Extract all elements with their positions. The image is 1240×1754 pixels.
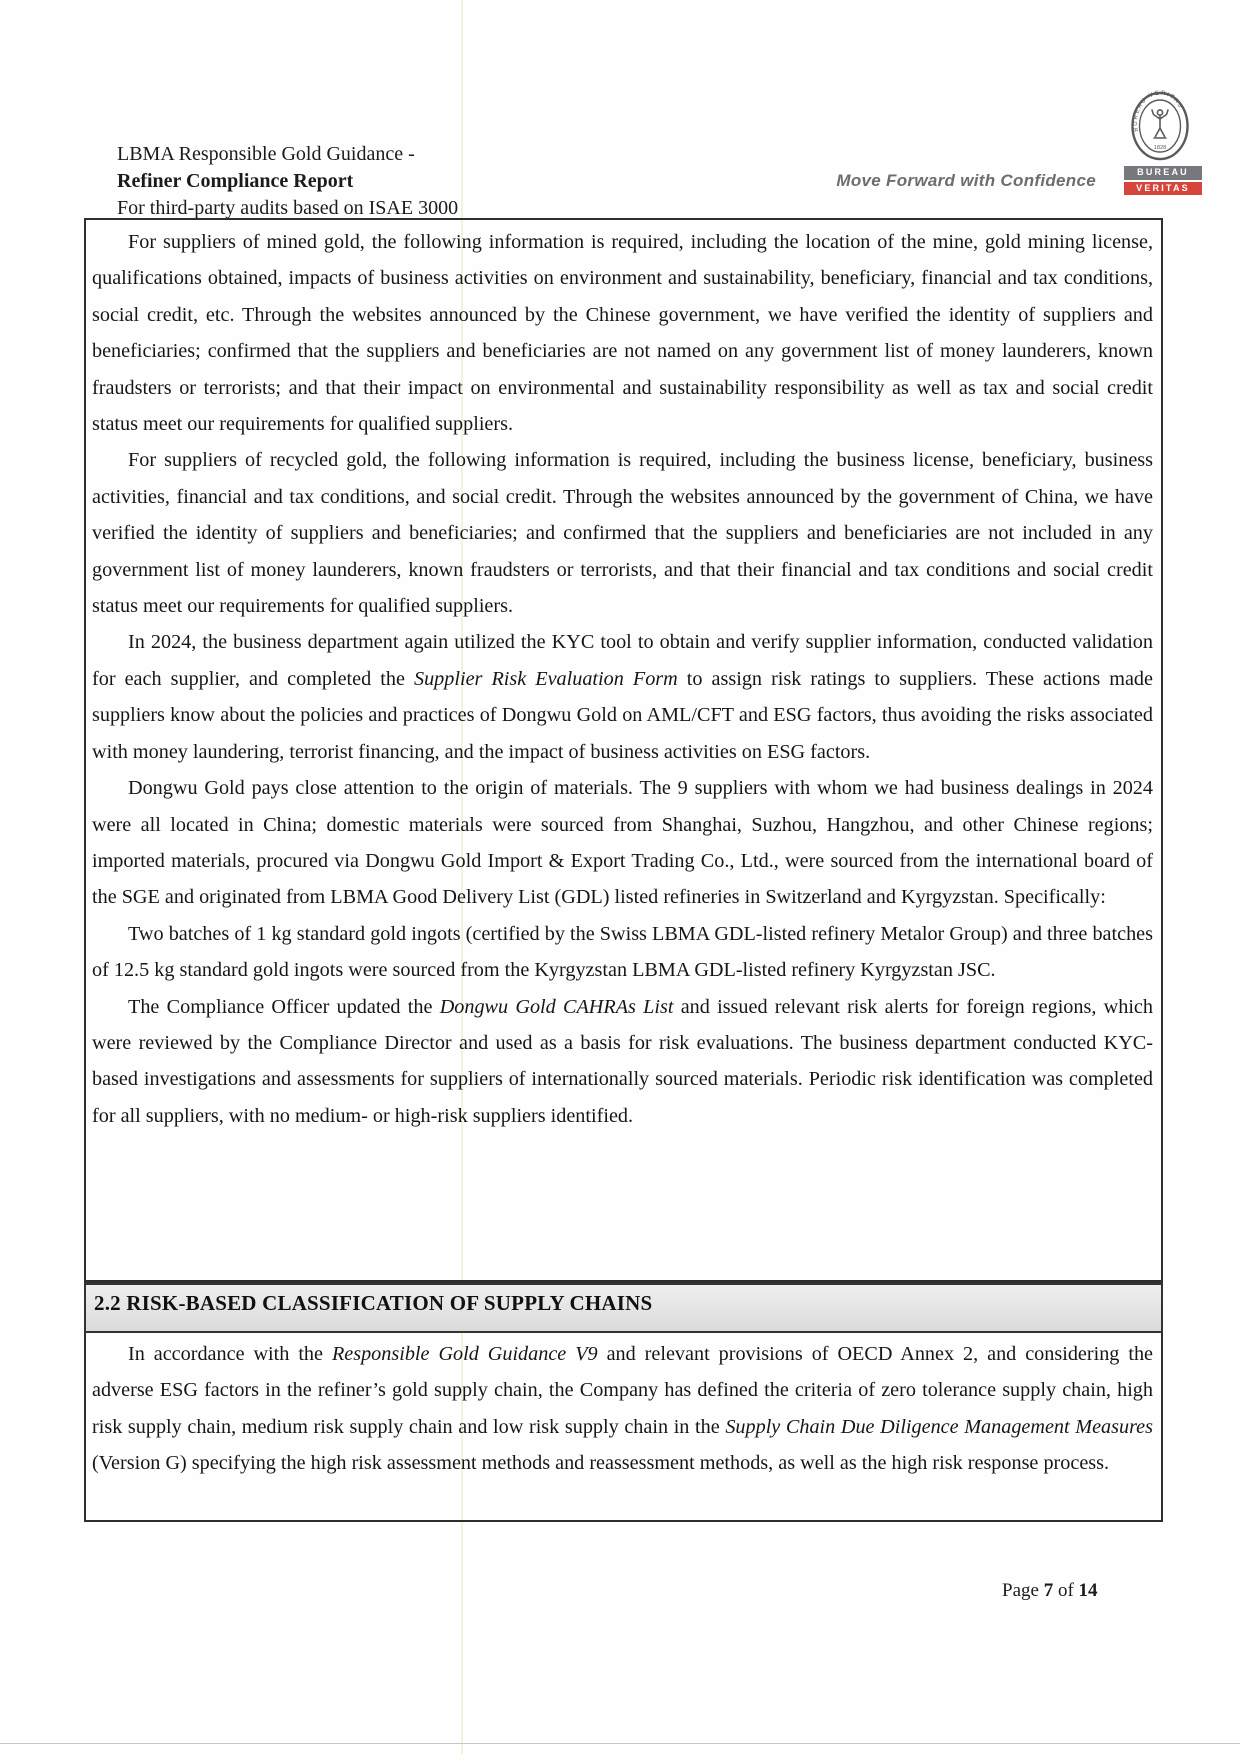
main-text-box [84,218,1163,1282]
report-header [117,141,458,222]
emblem-year: 1828 [1153,145,1167,151]
paragraph: In accordance with the Responsible Gold Guidance V9 and relevant provisions of OECD Annex 2, and considering the adverse ESG factors in the refiner’s gold supply chain, the Company has defined the criteria of zero tolerance supply chain, high risk supply chain, medium risk supply chain and low risk supply chain in the Supply Chain Due Diligence Management Measures (Version G) specifying the high risk assessment methods and reassessment methods, as well as the high risk response process. [92,1343,1153,1475]
section-heading: 2.2 RISK-BASED CLASSIFICATION OF SUPPLY CHAINS [84,1282,1163,1333]
brand-tagline: Move Forward with Confidence [836,171,1096,190]
report-title-line3: For third-party audits based on ISAE 3000 [117,197,459,219]
page-bottom-edge [0,1743,1240,1744]
page-word: Page [1002,1580,1044,1601]
emblem-arc-text: BUREAU VERITAS [1132,90,1184,132]
bureau-label: BUREAU [1124,166,1202,180]
bureau-veritas-emblem-icon [1129,90,1191,164]
section-text-box [84,1333,1163,1522]
paragraph: Two batches of 1 kg standard gold ingots (certified by the Swiss LBMA GDL-listed refinery Metalor Group) and three batches of 12.5 kg standard gold ingots were sourced from the Kyrgyzstan LBMA GDL-listed refinery Kyrgyzstan JSC. [92,922,1153,982]
report-title-line2: Refiner Compliance Report [117,170,354,192]
paragraph: For suppliers of mined gold, the following information is required, including the location of the mine, gold mining license, qualifications obtained, impacts of business activities on environment and sustainability, beneficiary, financial and tax conditions, social credit, etc. Through the websites announced by the Chinese government, we have verified the identity of suppliers and beneficiaries; confirmed that the suppliers and beneficiaries are not named on any government list of money launderers, known fraudsters or terrorists; and that their impact on environmental and sustainability responsibility as well as tax and social credit status meet our requirements for qualified suppliers. [92,231,1153,436]
report-title-line1: LBMA Responsible Gold Guidance - [117,143,415,165]
paragraph: Dongwu Gold pays close attention to the origin of materials. The 9 suppliers with whom we had business dealings in 2024 were all located in China; domestic materials were sourced from Shanghai, Suzhou, Hangzhou, and other Chinese regions; imported materials, procured via Dongwu Gold Import & Export Trading Co., Ltd., were sourced from the international board of the SGE and originated from LBMA Good Delivery List (GDL) listed refineries in Switzerland and Kyrgyzstan. Specifically: [92,777,1153,909]
paragraph: The Compliance Officer updated the Dongwu Gold CAHRAs List and issued relevant risk alerts for foreign regions, which were reviewed by the Compliance Director and used as a basis for risk evaluations. The business department conducted KYC-based investigations and assessments for suppliers of internationally sourced materials. Periodic risk identification was completed for all suppliers, with no medium- or high-risk suppliers identified. [92,995,1153,1127]
paragraph: In 2024, the business department again utilized the KYC tool to obtain and verify supplier information, conducted validation for each supplier, and completed the Supplier Risk Evaluation Form to assign risk ratings to suppliers. These actions made suppliers know about the policies and practices of Dongwu Gold on AML/CFT and ESG factors, thus avoiding the risks associated with money laundering, terrorist financing, and the impact of business activities on ESG factors. [92,631,1153,763]
veritas-label: VERITAS [1124,182,1202,196]
page-number [1002,1580,1098,1602]
of-word: of [1053,1580,1079,1601]
paragraph: For suppliers of recycled gold, the following information is required, including the business license, beneficiary, business activities, financial and tax conditions, and social credit. Through the websites announced by the government of China, we have verified the identity of suppliers and beneficiaries; and confirmed that the suppliers and beneficiaries are not included in any government list of money launderers, known fraudsters or terrorists, and that their financial and tax conditions and social credit status meet our requirements for qualified suppliers. [92,449,1153,618]
page-total: 14 [1078,1580,1098,1601]
page-current: 7 [1043,1580,1054,1601]
bureau-veritas-wordmark [1124,166,1202,197]
